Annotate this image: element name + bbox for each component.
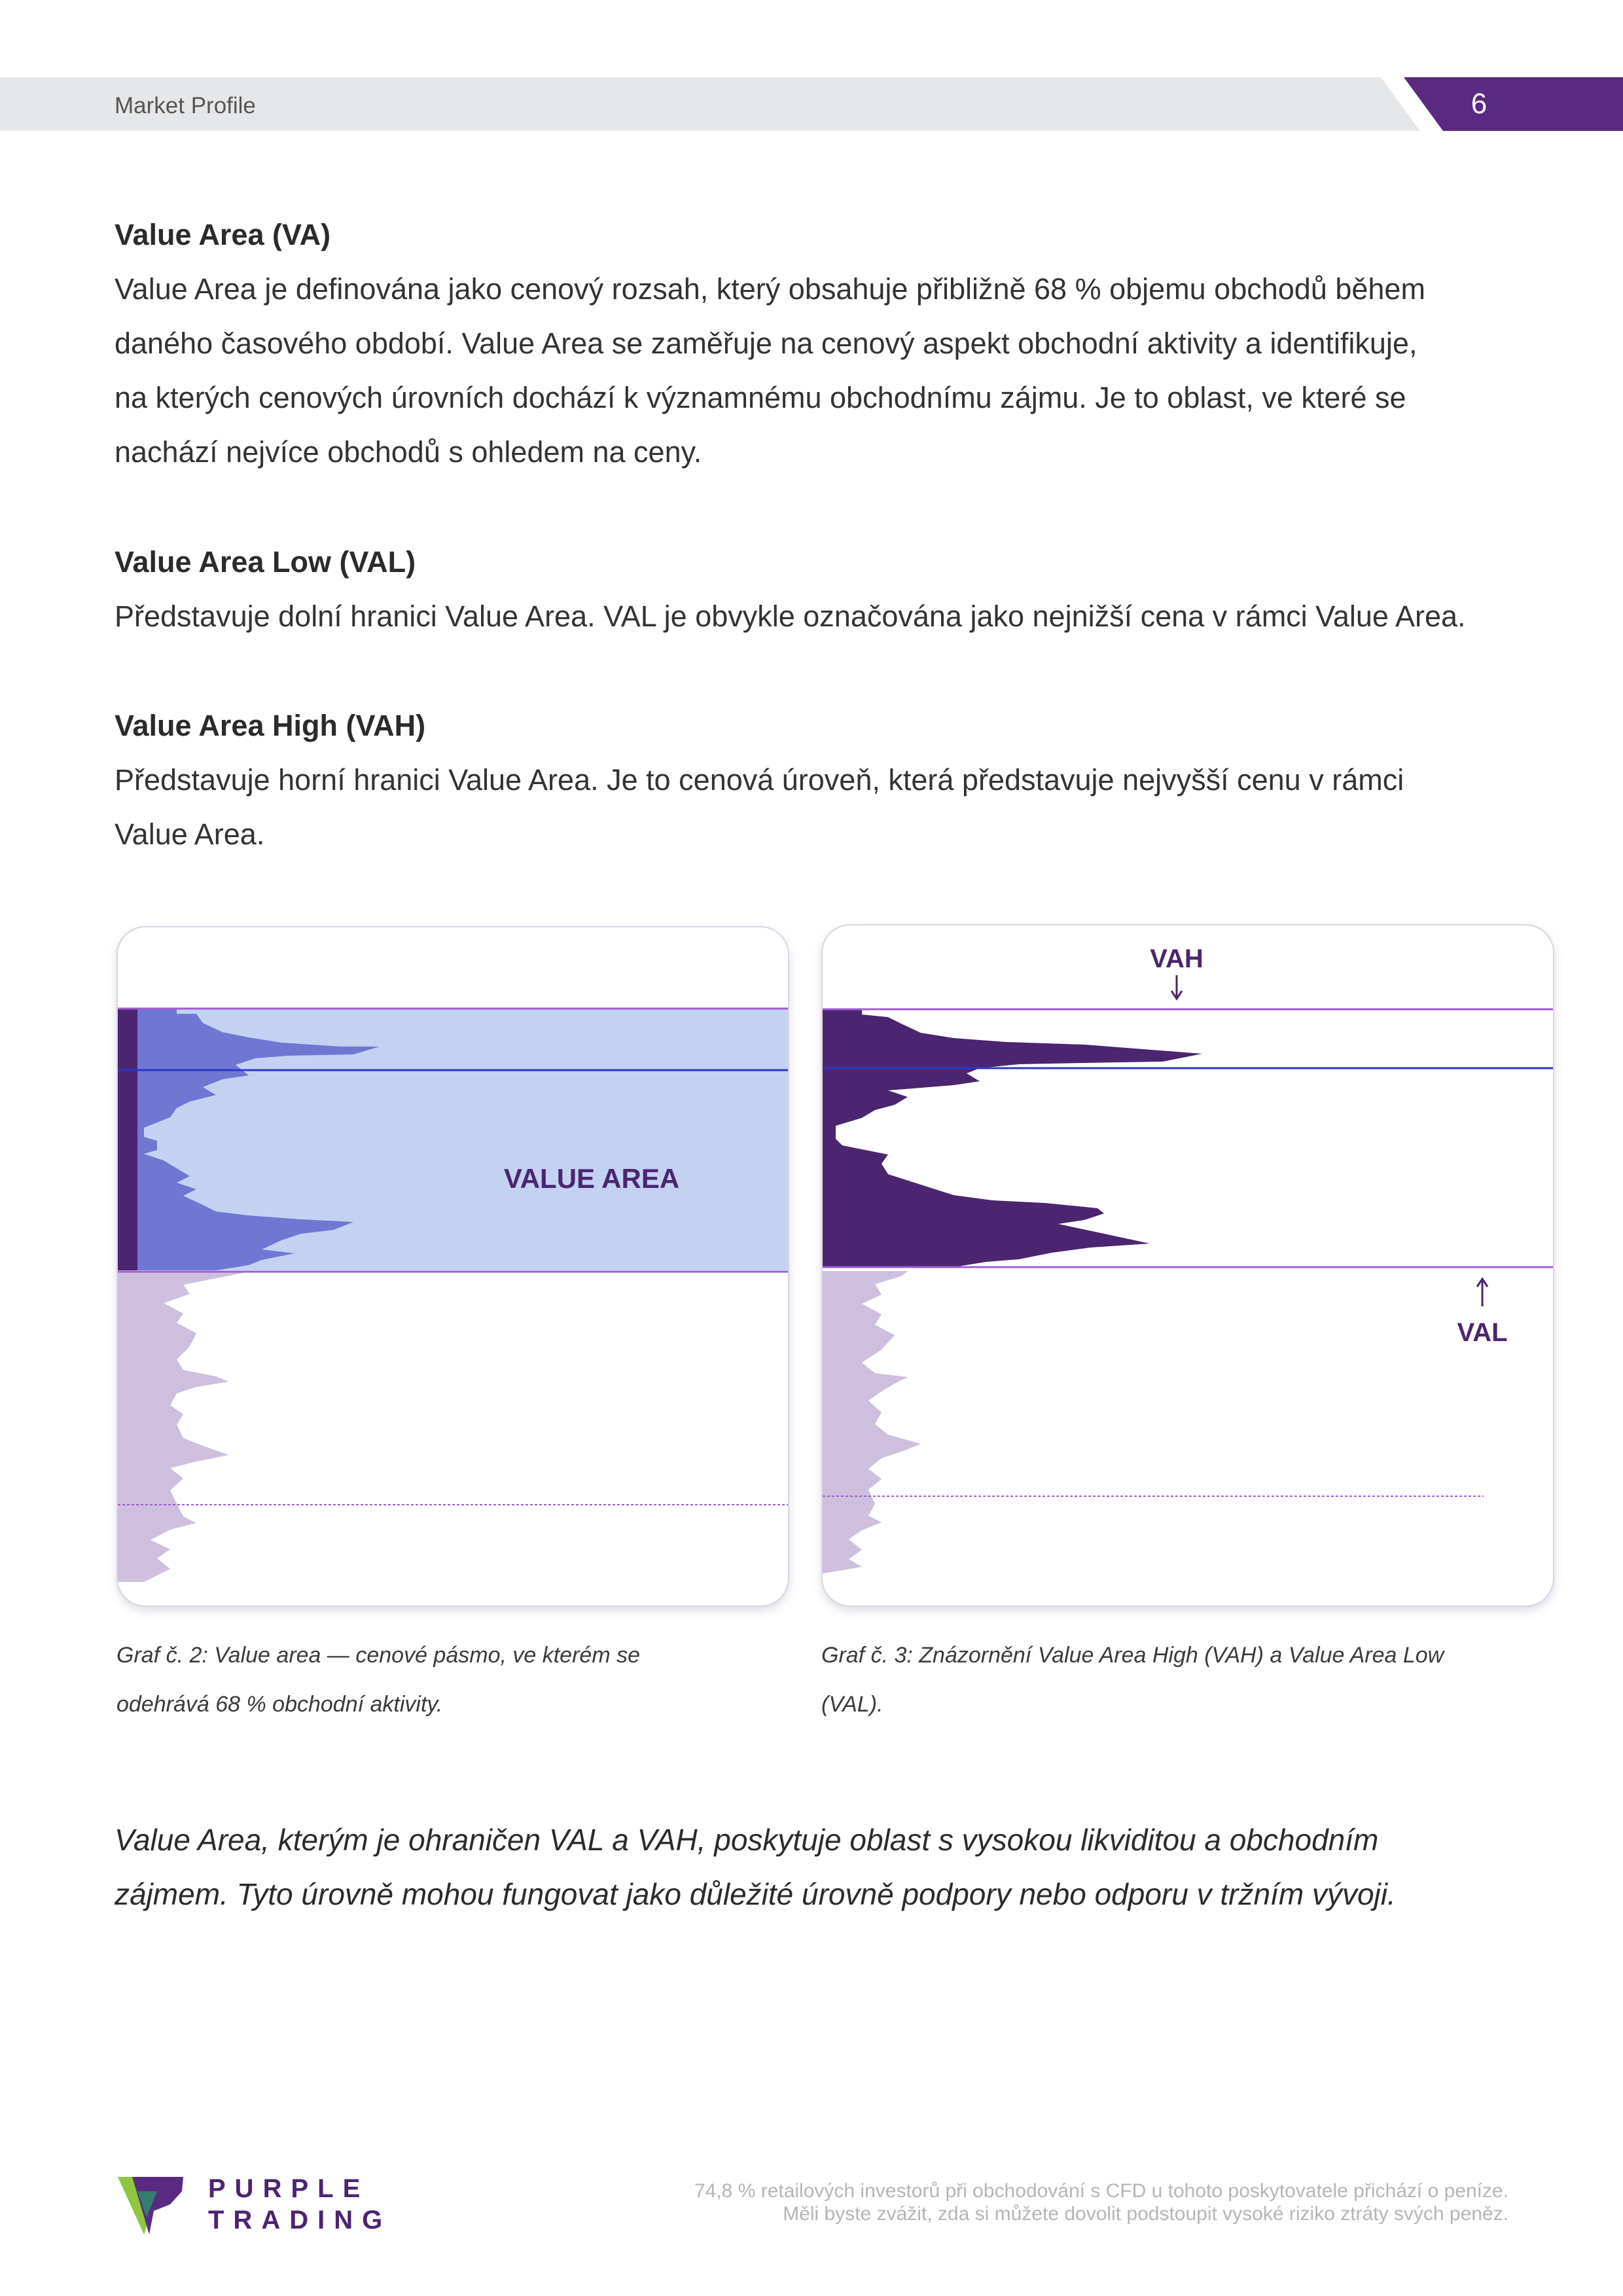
logo-text bbox=[208, 2173, 391, 2236]
text-line: Value Area. bbox=[115, 817, 265, 851]
conclusion-line: zájmem. Tyto úrovně mohou fungovat jako důležité úrovně podpory nebo odporu v tržním vývoji. bbox=[115, 1877, 1396, 1911]
text-line: daného časového období. Value Area se zaměřuje na cenový aspekt obchodní aktivity a identifikuje, bbox=[115, 327, 1418, 360]
vah-label: VAH bbox=[1150, 944, 1204, 973]
logo-line: TRADING bbox=[208, 2206, 392, 2234]
caption-line: Graf č. 2: Value area — cenové pásmo, ve kterém se bbox=[116, 1643, 640, 1668]
caption-line: (VAL). bbox=[821, 1692, 883, 1717]
conclusion-line: Value Area, kterým je ohraničen VAL a VAH, poskytuje oblast s vysokou likviditou a obchodním bbox=[115, 1823, 1379, 1857]
text-line: Představuje dolní hranici Value Area. VAL je obvykle označována jako nejnižší cena v rámci Value Area. bbox=[115, 600, 1466, 633]
vah-val-profile-chart bbox=[823, 925, 1553, 1605]
heading-value-area-high: Value Area High (VAH) bbox=[115, 709, 426, 742]
val-label: VAL bbox=[1457, 1318, 1508, 1347]
figure-vah-val bbox=[821, 924, 1554, 1607]
conclusion-text bbox=[115, 1813, 1535, 1922]
purple-trading-logo-icon bbox=[118, 2172, 190, 2237]
header-title: Market Profile bbox=[115, 93, 256, 118]
text-line: Value Area je definována jako cenový rozsah, který obsahuje přibližně 68 % objemu obchodů během bbox=[115, 272, 1425, 306]
value-area-profile-chart bbox=[118, 927, 788, 1605]
caption-figure-2 bbox=[116, 1631, 797, 1729]
caption-line: Graf č. 3: Znázornění Value Area High (VAH) a Value Area Low bbox=[821, 1643, 1444, 1668]
arrow-down-icon bbox=[1171, 975, 1182, 999]
risk-disclaimer bbox=[527, 2179, 1508, 2225]
profile-shape-value-area bbox=[823, 1009, 1202, 1267]
heading-value-area: Value Area (VA) bbox=[115, 218, 331, 251]
disclaimer-line: 74,8 % retailových investorů při obchodování s CFD u tohoto poskytovatele přichází o peníze. bbox=[694, 2180, 1508, 2202]
profile-shape-outside bbox=[823, 1271, 921, 1573]
caption-figure-3 bbox=[821, 1631, 1554, 1729]
arrow-up-icon bbox=[1477, 1279, 1488, 1306]
caption-line: odehrává 68 % obchodní aktivity. bbox=[116, 1692, 443, 1717]
page-number-tab bbox=[1404, 77, 1623, 131]
logo-line: PURPLE bbox=[208, 2174, 370, 2203]
heading-value-area-low: Value Area Low (VAL) bbox=[115, 545, 416, 579]
disclaimer-line: Měli byste zvážit, zda si můžete dovolit podstoupit vysoké riziko ztráty svých peněz. bbox=[783, 2203, 1508, 2225]
section-value-area bbox=[115, 208, 1522, 479]
value-area-label: VALUE AREA bbox=[503, 1163, 680, 1194]
profile-shape-outside bbox=[118, 1272, 249, 1582]
value-area-edge bbox=[118, 1009, 137, 1270]
text-line: Představuje horní hranici Value Area. Je to cenová úroveň, která představuje nejvyšší cenu v rámci bbox=[115, 763, 1404, 797]
text-line: nachází nejvíce obchodů s ohledem na ceny. bbox=[115, 435, 702, 469]
section-value-area-high bbox=[115, 699, 1522, 861]
figure-value-area bbox=[116, 926, 789, 1607]
section-value-area-low bbox=[115, 535, 1522, 643]
page-number: 6 bbox=[1471, 88, 1488, 120]
text-line: na kterých cenových úrovních dochází k významnému obchodnímu zájmu. Je to oblast, ve které se bbox=[115, 381, 1406, 414]
